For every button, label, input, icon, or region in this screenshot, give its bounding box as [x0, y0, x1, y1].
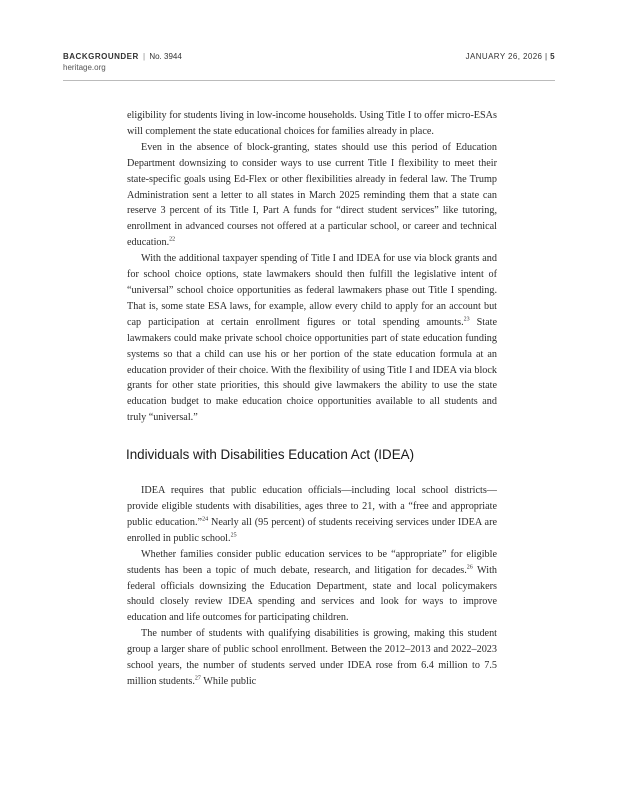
header-divider: [63, 80, 555, 81]
header-right: [466, 51, 555, 62]
publication-date: JANUARY 26, 2026: [465, 52, 543, 61]
paragraph-6: The number of students with qualifying disabilities is growing, making this student group a larger share of public school enrollment. Between the 2012–2013 and 2022–2023 school years, the number of students served under IDEA rose from 6.4 million to 7.5 million students.$^{27}$ While public: [127, 628, 497, 687]
paragraph-3: With the additional taxpayer spending of Title I and IDEA for use via block grants and for school choice options, state lawmakers should then fulfill the legislative intent of “universal” school choice opportunities as federal lawmakers phase out Title I spending. That is, some state ESA laws, for example, allow every child to apply for an account but cap participation at certain enrollment figures or total spending amounts.$^{23}$ State lawmakers could make private school choice opportunities part of state education funding systems so that a child can use his or her portion of the state education formula at an education provider of their choice. With the flexibility of using Title I and IDEA via block grants for other state priorities, this should give lawmakers the ability to use the state education budget to make education choice opportunities available to all students and truly “universal.”: [127, 253, 498, 424]
page-header: [63, 51, 555, 75]
header-separator: |: [143, 52, 146, 61]
footnote-26[interactable]: 26: [466, 564, 473, 571]
report-number: No. 3944: [149, 52, 182, 61]
footnote-24[interactable]: 24: [202, 516, 209, 523]
paragraph-5: Whether families consider public education services to be “appropriate” for eligible students has been a topic of much debate, research, and litigation for decades.$^{26}$ With federal officials downsizing the Education Department, state and local policymakers should closely review IDEA spending and services and look for ways to improve education and life outcomes for participating children.: [127, 548, 498, 624]
page-number: 5: [550, 52, 555, 61]
footnote-27[interactable]: 27: [194, 675, 201, 682]
site-link[interactable]: heritage.org: [63, 63, 106, 72]
header-separator-right: |: [545, 52, 548, 61]
footnote-25[interactable]: 25: [230, 532, 237, 539]
section-heading: Individuals with Disabilities Education Act (IDEA): [126, 447, 415, 463]
paragraph-4: IDEA requires that public education officials—including local school districts—provide eligible students with disabilities, ages three to 21, with a “free and appropriate public education.”$^{24}$ Nearly all (95 percent) of students receiving services under IDEA are enrolled in public school.$^{25}$: [127, 485, 497, 544]
paragraph-2: Even in the absence of block-granting, states should use this period of Education Department downsizing to consider ways to use current Title I flexibility to meet their state-specific goals using Ed-Flex or other flexibilities already in federal law. The Trump Administration sent a letter to all states in March 2025 reminding them that a state can reserve 3 percent of its Title I, Part A funds for “direct student services” like tutoring, enrollment in advanced courses not offered at a particular school, or career and technical education.$^{22}$: [127, 141, 497, 249]
article-body: [127, 108, 497, 690]
series-name: BACKGROUNDER: [63, 52, 139, 61]
paragraph-1: eligibility for students living in low-income households. Using Title I to offer micro-ESAs will complement the state educational choices for families already in place.: [127, 110, 497, 137]
header-left: [63, 51, 182, 73]
footnote-23[interactable]: 23: [463, 316, 470, 323]
footnote-22[interactable]: 22: [169, 236, 176, 243]
